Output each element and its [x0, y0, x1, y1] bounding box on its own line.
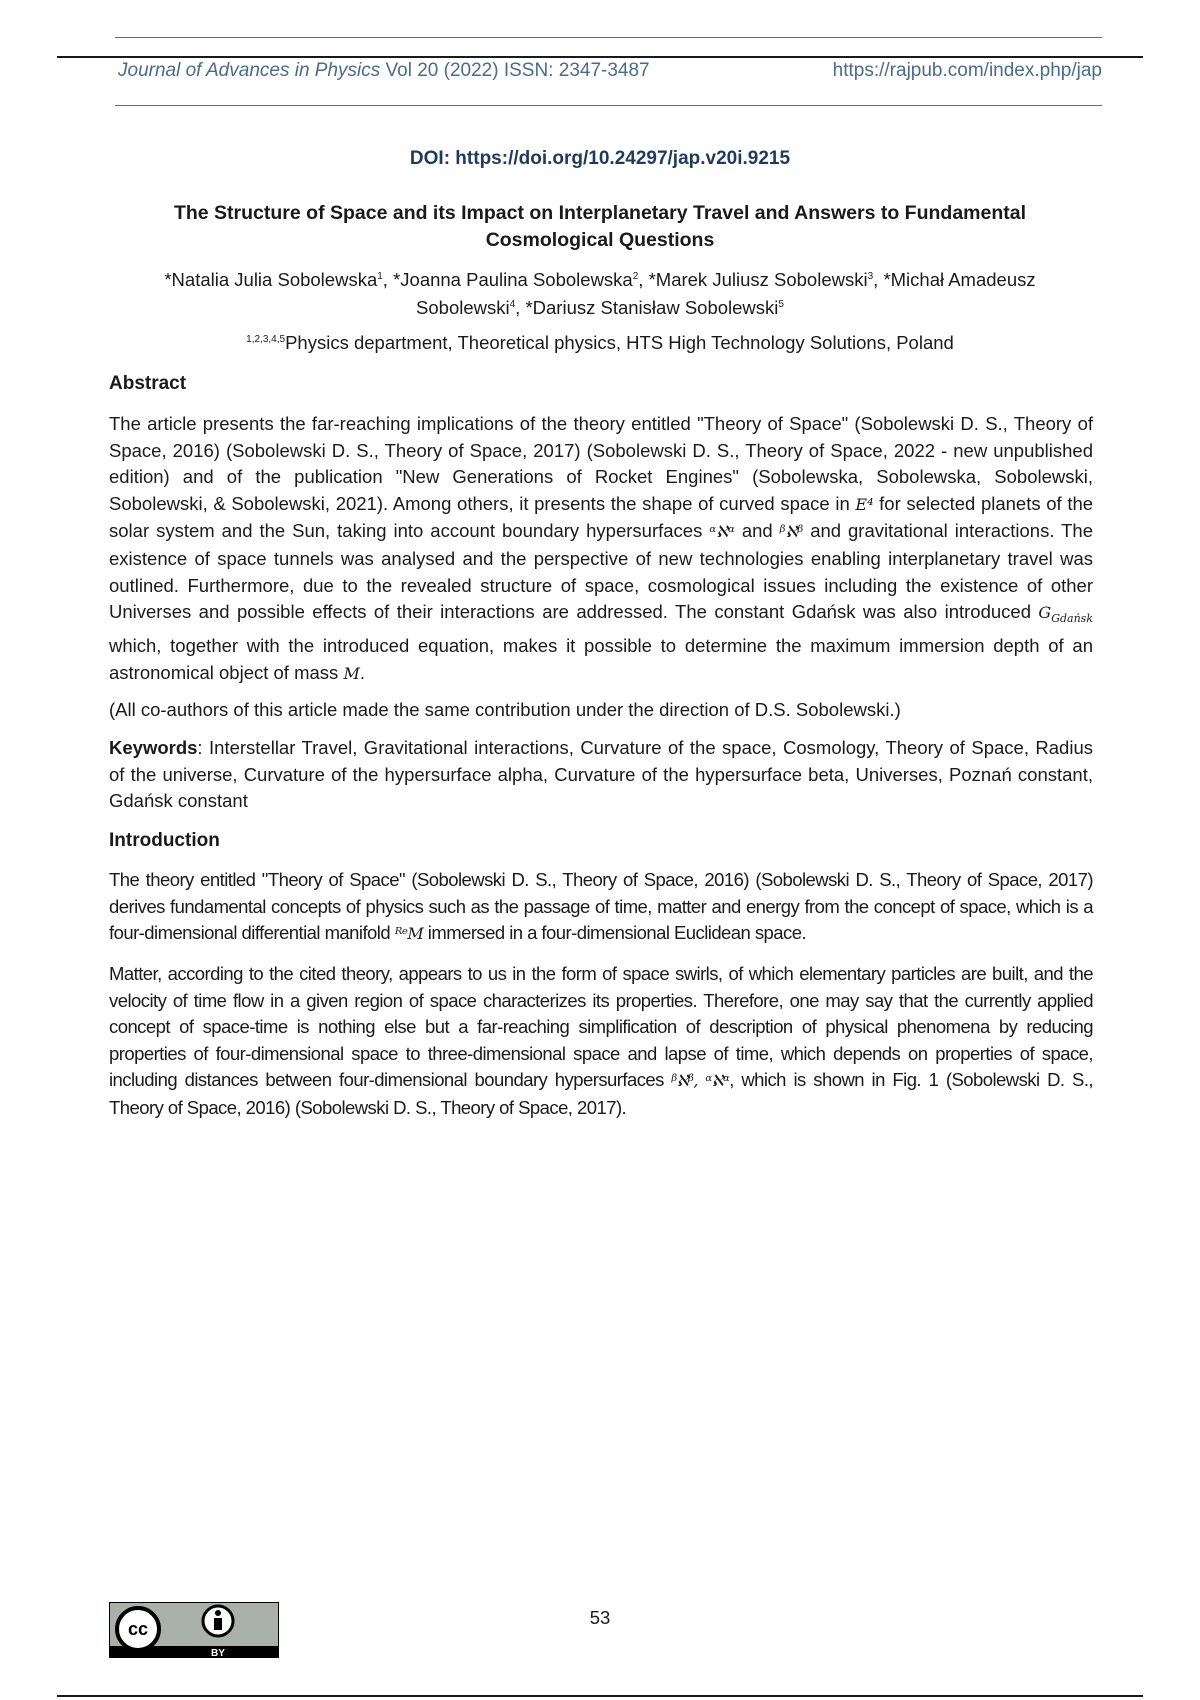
- intro-text: The theory entitled "Theory of Space" (Sobolewski D. S., Theory of Space, 2016) (Sobolewski D. S., Theory of Space, 2017) derives fundamental concepts of physics such as the passage of time, matter and energy from the concept of space, which is a four-dimensional differential manifold: [109, 869, 1093, 944]
- journal-url[interactable]: https://rajpub.com/index.php/jap: [832, 60, 1102, 81]
- abstract-text: which, together with the introduced equation, makes it possible to determine the maximum immersion depth of an astronomical object of mass: [109, 634, 1093, 683]
- intro-text: Matter, according to the cited theory, appears to us in the form of space swirls, of which elementary particles are built, and the velocity of time flow in a given region of space characterizes its properties. Therefore, one may say that the currently applied concept of space-time is nothing else but a far-reaching simplification of description of physical phenomena by reducing properties of four-dimensional space to three-dimensional space and lapse of time, which depends on properties of space, including distances between four-dimensional boundary hypersurfaces: [109, 963, 1093, 1091]
- abstract-text: for selected planets of the solar system and the Sun, taking into account boundary hypersurfaces: [109, 492, 1094, 542]
- author-list: *Natalia Julia Sobolewska$^1$, *Joanna Paulina Sobolewska$^2$, *Marek Juliusz Sobolewski$^3$, *Michał Amadeusz Sobolewski$^4$, *Dariusz Stanisław Sobolewski$^5$: [164, 269, 1036, 318]
- author-affil-mark: 4: [509, 298, 516, 310]
- author-name: *Dariusz Stanisław Sobolewski: [525, 297, 779, 318]
- author-name: *Joanna Paulina Sobolewska: [393, 269, 633, 290]
- introduction-heading: Introduction: [109, 830, 220, 851]
- header-rule-top: [115, 37, 1102, 38]
- page-number: 53: [589, 1607, 611, 1628]
- abstract-text: .: [359, 661, 365, 683]
- abstract-text: and: [741, 520, 773, 542]
- keywords-label: Keywords: [109, 737, 198, 758]
- affiliation: [0, 332, 1200, 354]
- math-g-subscript: Gdańsk: [1051, 612, 1093, 626]
- math-e4: E⁴: [855, 494, 874, 514]
- bottom-rule: [57, 1695, 1143, 1697]
- author-affil-mark: 2: [632, 270, 639, 282]
- journal-name: Journal of Advances in Physics: [118, 60, 381, 81]
- keywords-text: : Interstellar Travel, Gravitational interactions, Curvature of the space, Cosmology, Theory of Space, Radius of the universe, Curvature of the hypersurface alpha, Curvature of the hypersurface beta, Universes, Poznań constant, Gdańsk constant: [109, 737, 1093, 812]
- keywords: [109, 735, 1093, 815]
- journal-volume: Vol 20 (2022) ISSN: 2347-3487: [385, 60, 650, 81]
- author-name: *Michał Amadeusz Sobolewski: [416, 269, 1036, 318]
- intro-text: immersed in a four-dimensional Euclidean space.: [427, 922, 807, 944]
- by-text: BY: [211, 1648, 225, 1658]
- header-rule-bottom: [115, 105, 1102, 106]
- paper-title: The Structure of Space and its Impact on Interplanetary Travel and Answers to Fundamental Cosmological Questions: [173, 202, 1027, 251]
- intro-paragraph-2: [109, 961, 1093, 1122]
- author-name: *Marek Juliusz Sobolewski: [648, 269, 868, 290]
- math-m: M: [343, 663, 360, 683]
- header-citation: [118, 60, 650, 82]
- math-hypersurfaces: ᵝℵᵝ, ᵅℵᵅ: [671, 1071, 730, 1091]
- math-aleph-beta: ᵝℵᵝ: [779, 522, 804, 542]
- author-name: *Natalia Julia Sobolewska: [164, 269, 378, 290]
- affiliation-text: Physics department, Theoretical physics, HTS High Technology Solutions, Poland: [285, 332, 954, 353]
- math-aleph-alpha: ᵅℵᵅ: [709, 522, 735, 542]
- author-affil-mark: 3: [867, 270, 874, 282]
- abstract-heading: Abstract: [109, 373, 187, 394]
- doi-link[interactable]: DOI: https://doi.org/10.24297/jap.v20i.9215: [409, 148, 791, 169]
- abstract-text: and gravitational interactions. The existence of space tunnels was analysed and the perspective of new technologies enabling interplanetary travel was outlined. Furthermore, due to the revealed structure of space, cosmological issues including the existence of other Universes and possible effects of their interactions are addressed. The constant Gdańsk was also introduced: [109, 520, 1093, 623]
- math-re-m: ᴿᵉM: [394, 924, 424, 944]
- author-affil-mark: 1: [377, 270, 383, 282]
- affiliation-marks: 1,2,3,4,5: [246, 333, 286, 345]
- coauthors-note: (All co-authors of this article made the same contribution under the direction of D.S. Sobolewski.): [109, 699, 901, 720]
- top-rule: [57, 56, 1143, 58]
- math-g: G: [1038, 603, 1052, 623]
- abstract-paragraph: [109, 411, 1093, 687]
- math-g-gdansk: [1038, 603, 1093, 626]
- intro-paragraph-1: [109, 867, 1093, 948]
- abstract-text: The article presents the far-reaching implications of the theory entitled "Theory of Space" (Sobolewski D. S., Theory of Space, 2016) (Sobolewski D. S., Theory of Space, 2017) (Sobolewski D. S., Theory of Space, 2022 - new unpublished edition) and of the publication "New Generations of Rocket Engines" (Sobolewska, Sobolewska, Sobolewski, Sobolewski, & Sobolewski, 2021). Among others, it presents the shape of curved space in: [109, 413, 1093, 514]
- intro-text: , which is shown in Fig. 1 (Sobolewski D. S., Theory of Space, 2016) (Sobolewski D. S., Theory of Space, 2017).: [109, 1069, 1093, 1118]
- running-header: [118, 60, 1102, 86]
- cc-text: cc: [127, 1619, 149, 1639]
- author-affil-mark: 5: [778, 298, 784, 310]
